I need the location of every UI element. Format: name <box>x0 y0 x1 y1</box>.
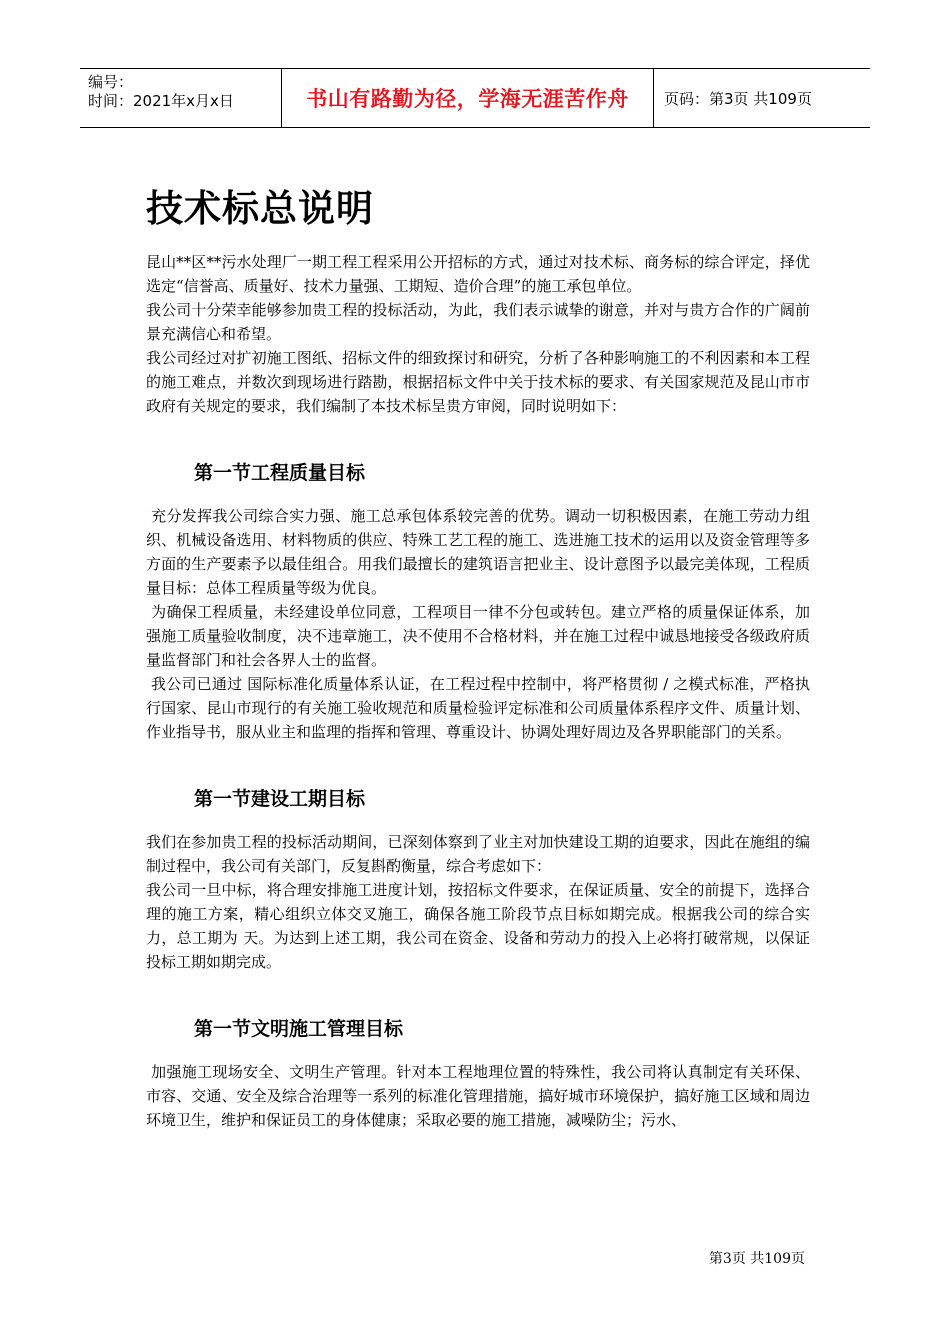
section-paragraph: 我们在参加贵工程的投标活动期间，已深刻体察到了业主对加快建设工期的迫要求，因此在施组的编制过程中，我公司有关部门，反复斟酌衡量，综合考虑如下： <box>146 833 810 875</box>
page-header <box>80 68 870 128</box>
document-title: 技术标总说明 <box>146 187 374 230</box>
intro-paragraph: 我公司经过对扩初施工图纸、招标文件的细致探讨和研究，分析了各种影响施工的不利因素和本工程的施工难点，并数次到现场进行踏勘，根据招标文件中关于技术标的要求、有关国家规范及昆山市市政府有关规定的要求，我们编制了本技术标呈贵方审阅，同时说明如下： <box>146 349 810 415</box>
header-motto: 书山有路勤为径，学海无涯苦作舟 <box>282 69 654 127</box>
document-time-label: 时间：2021年x月x日 <box>88 92 234 110</box>
section-paragraph: 我公司已通过 国际标准化质量体系认证，在工程过程中控制中，将严格贯彻 / 之模式标准，严格执行国家、昆山市现行的有关施工验收规范和质量检验评定标准和公司质量体系程序文件、质量计划、作业指导书，服从业主和监理的指挥和管理、尊重设计、协调处理好周边及各界职能部门的关系。 <box>146 675 810 741</box>
section-heading-civilized-construction: 第一节文明施工管理目标 <box>194 1018 404 1040</box>
section-paragraph: 加强施工现场安全、文明生产管理。针对本工程地理位置的特殊性，我公司将认真制定有关环保、市容、交通、安全及综合治理等一系列的标准化管理措施，搞好城市环境保护，搞好施工区域和周边环境卫生，维护和保证员工的身体健康；采取必要的施工措施，减噪防尘；污水、 <box>146 1063 810 1129</box>
section-heading-schedule: 第一节建设工期目标 <box>194 788 366 810</box>
header-page-info: 页码：第3页 共109页 <box>664 89 812 108</box>
page-footer: 第3页 共109页 <box>708 1251 805 1267</box>
header-meta <box>80 69 282 127</box>
section-paragraph: 我公司一旦中标，将合理安排施工进度计划，按招标文件要求，在保证质量、安全的前提下，选择合理的施工方案，精心组织立体交叉施工，确保各施工阶段节点目标如期完成。根据我公司的综合实力，总工期为 天。为达到上述工期，我公司在资金、设备和劳动力的投入上必将打破常规，以保证投标工期如期完成。 <box>146 881 810 971</box>
section-heading-quality: 第一节工程质量目标 <box>194 462 366 484</box>
intro-paragraph: 我公司十分荣幸能够参加贵工程的投标活动，为此，我们表示诚挚的谢意，并对与贵方合作的广阔前景充满信心和希望。 <box>146 301 810 343</box>
document-body <box>146 250 810 1132</box>
document-number-label: 编号： <box>88 73 134 91</box>
section-paragraph: 为确保工程质量，未经建设单位同意，工程项目一律不分包或转包。建立严格的质量保证体系，加强施工质量验收制度，决不违章施工，决不使用不合格材料，并在施工过程中诚恳地接受各级政府质量监督部门和社会各界人士的监督。 <box>146 603 810 669</box>
section-paragraph: 充分发挥我公司综合实力强、施工总承包体系较完善的优势。调动一切积极因素，在施工劳动力组织、机械设备选用、材料物质的供应、特殊工艺工程的施工、选进施工技术的运用以及资金管理等多方面的生产要素予以最佳组合。用我们最擅长的建筑语言把业主、设计意图予以最完美体现，工程质量目标：总体工程质量等级为优良。 <box>146 507 810 597</box>
intro-paragraph: 昆山**区**污水处理厂一期工程工程采用公开招标的方式，通过对技术标、商务标的综合评定，择优选定“信誉高、质量好、技术力量强、工期短、造价合理”的施工承包单位。 <box>146 253 810 295</box>
